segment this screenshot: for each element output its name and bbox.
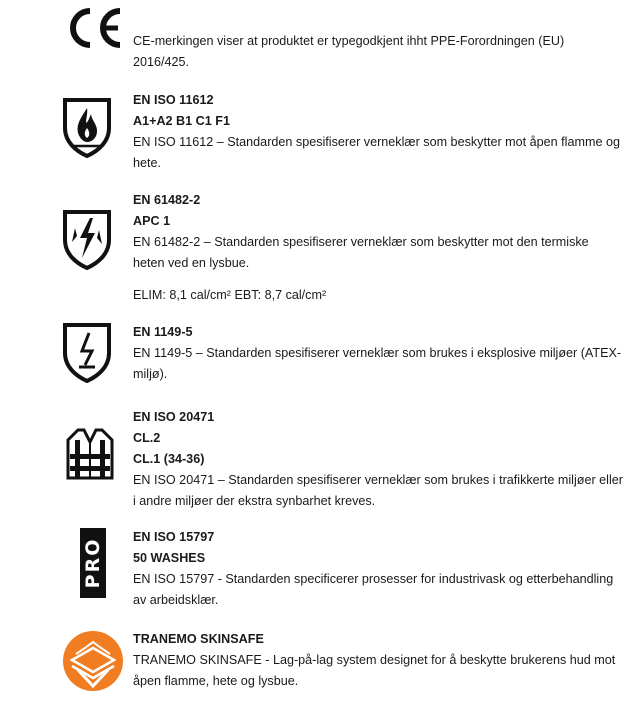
en-61482-description: EN 61482-2 – Standarden spesifiserer verneklær som beskytter mot den termiske heten ved en lysbue. [133,235,589,270]
flame-shield-icon [62,96,112,158]
pro-badge-label: PRO [82,537,104,589]
en-iso-11612-subtitle: A1+A2 B1 C1 F1 [133,114,230,128]
skinsafe-layers-icon [62,630,124,692]
en-1149-description: EN 1149-5 – Standarden spesifiserer verneklær som brukes i eksplosive miljøer (ATEX-miljø). [133,346,622,381]
en-61482-title: EN 61482-2 [133,193,201,207]
en-iso-11612-text [133,90,623,174]
en-iso-11612-title: EN ISO 11612 [133,93,214,107]
en-61482-values: ELIM: 8,1 cal/cm² EBT: 8,7 cal/cm² [133,288,327,302]
en-iso-15797-text [133,527,623,611]
tranemo-description: TRANEMO SKINSAFE - Lag-på-lag system designet for å beskytte brukerens hud mot åpen flamme, hete og lysbue. [133,653,616,688]
en-61482-text [133,190,623,306]
pro-badge-icon [80,528,106,598]
en-61482-subtitle: APC 1 [133,214,171,228]
en-1149-text [133,322,623,385]
en-iso-20471-description: EN ISO 20471 – Standarden spesifiserer verneklær som brukes i trafikkerte miljøer eller i andre miljøer der ekstra synbarhet kreves. [133,473,623,508]
en-iso-20471-class1: CL.2 [133,431,161,445]
ce-text [133,31,623,73]
en-iso-20471-title: EN ISO 20471 [133,410,215,424]
en-iso-15797-subtitle: 50 WASHES [133,551,206,565]
en-iso-20471-class2: CL.1 (34-36) [133,452,205,466]
hi-vis-vest-icon [62,426,118,482]
en-iso-15797-title: EN ISO 15797 [133,530,215,544]
en-iso-20471-text [133,407,623,512]
ce-description: CE-merkingen viser at produktet er typegodkjent ihht PPE-Forordningen (EU) 2016/425. [133,34,565,69]
en-iso-11612-description: EN ISO 11612 – Standarden spesifiserer verneklær som beskytter mot åpen flamme og hete. [133,135,620,170]
tranemo-title: TRANEMO SKINSAFE [133,632,264,646]
arc-flash-shield-icon [62,208,112,270]
tranemo-text [133,629,623,692]
electrostatic-shield-icon [62,321,112,383]
en-1149-title: EN 1149-5 [133,325,193,339]
ce-mark-icon [62,8,126,48]
en-iso-15797-description: EN ISO 15797 - Standarden specificerer prosesser for industrivask og etterbehandling av arbeidsklær. [133,572,614,607]
